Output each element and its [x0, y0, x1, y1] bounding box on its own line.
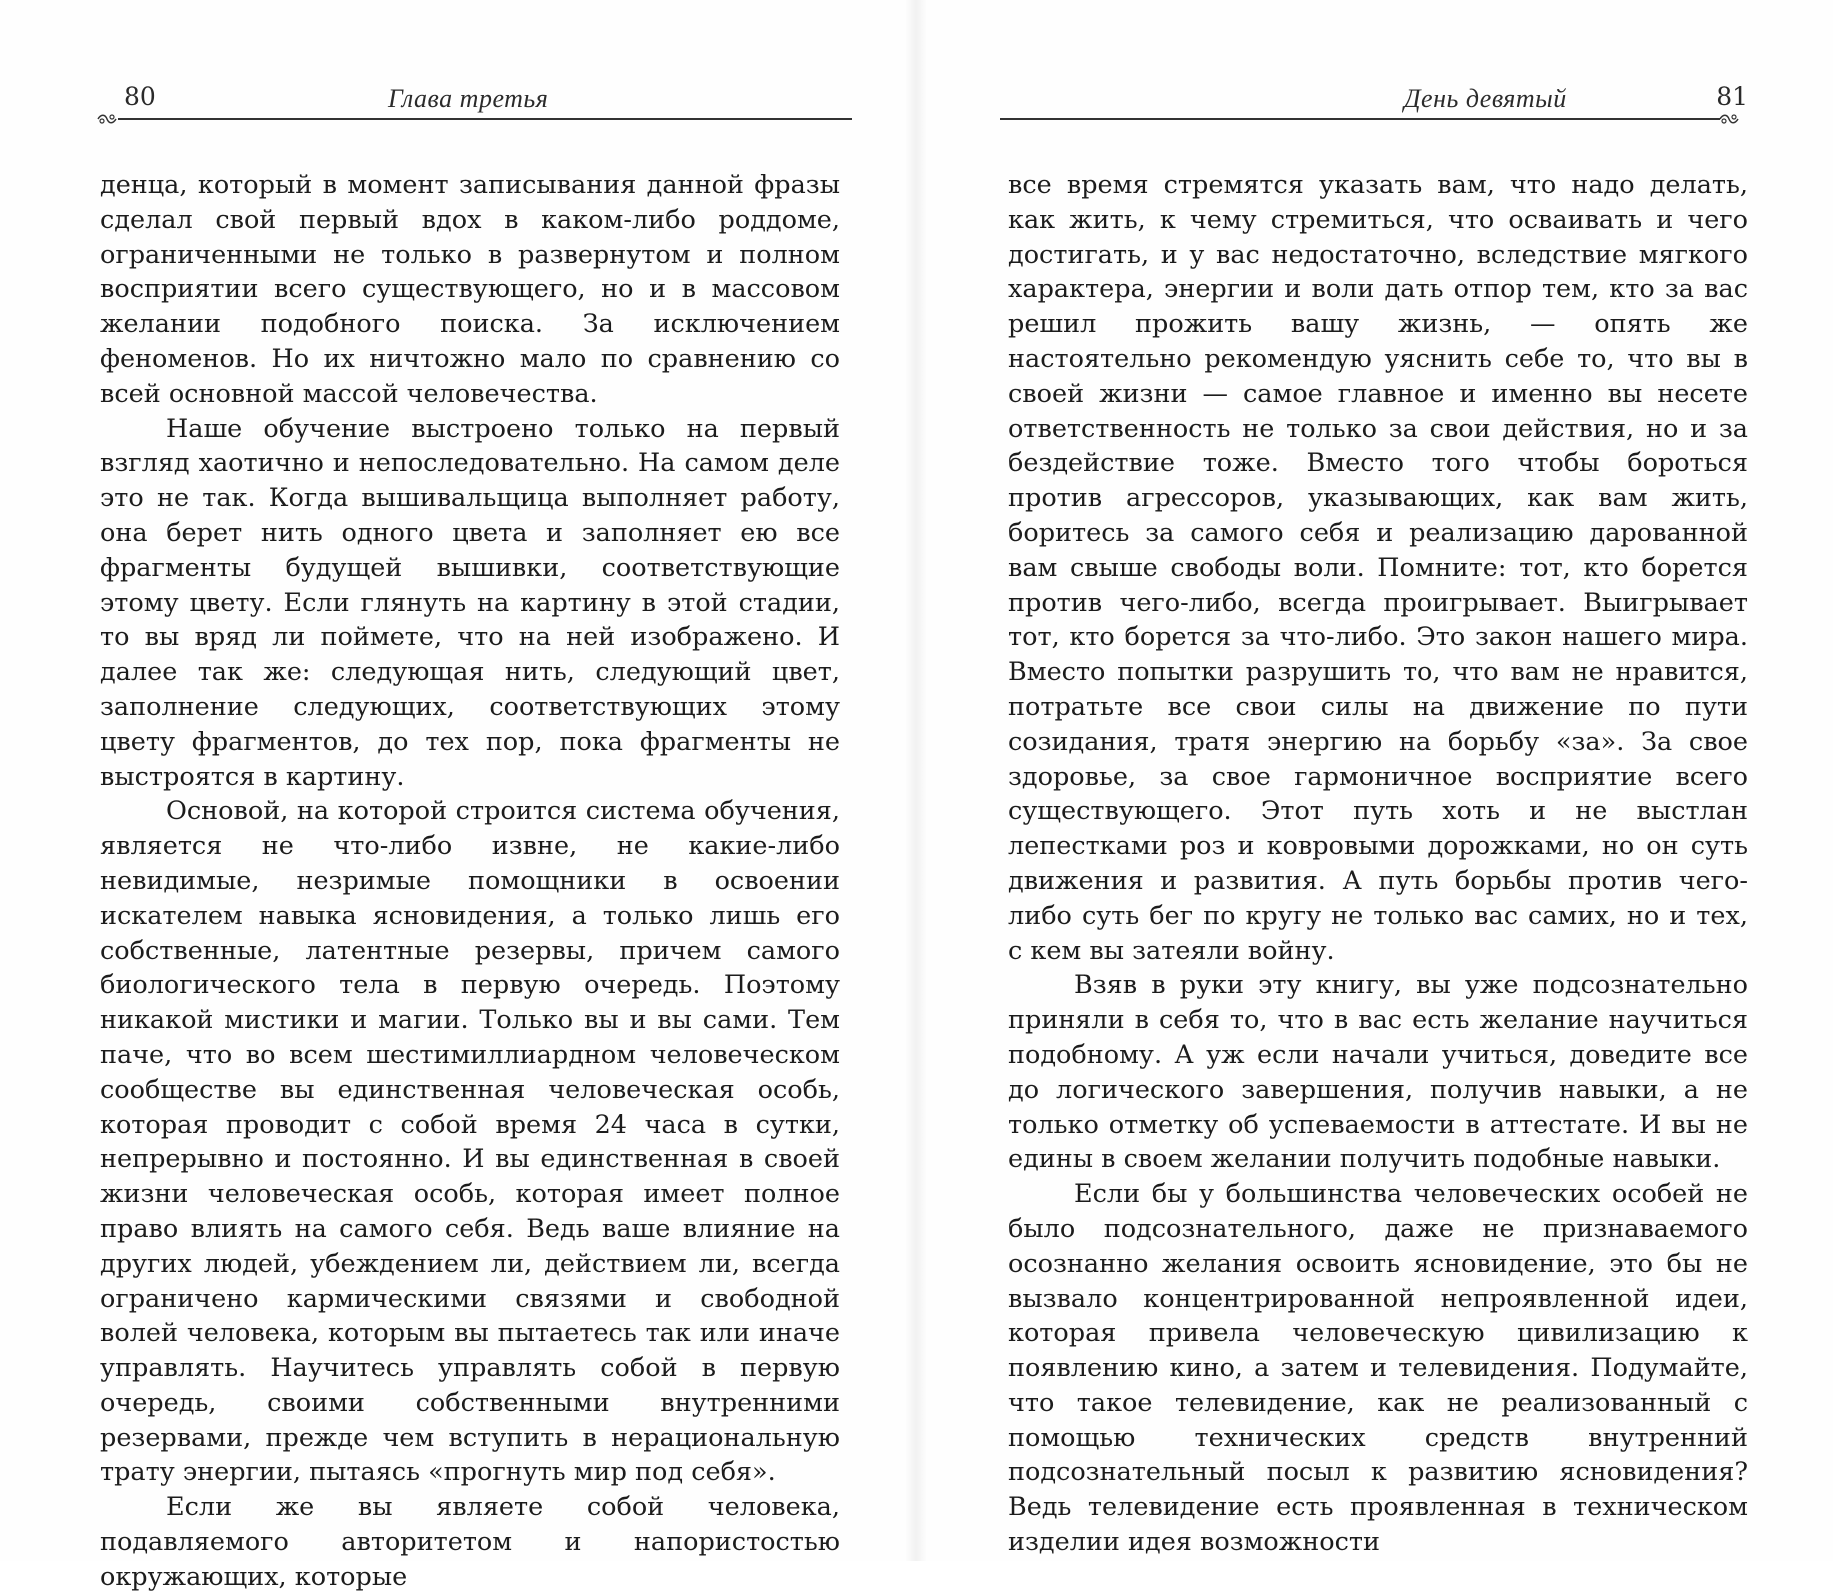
paragraph: Наше обучение выстроено только на первый взгляд хаотично и непоследовательно. На самом деле это не так. Когда вышивальщица выполняет работу, она берет нить одного цвета и заполняет ею все фрагменты будущей вышивки, соответствующие этому цвету. Если глянуть на картину в этой стадии, то вы вряд ли поймете, что на ней изображено. И далее так же: следующая нить, следующий цвет, заполнение следующих, соответствующих этому цвету фрагментов, до тех пор, пока фрагменты не выстроятся в картину. — [100, 413, 840, 792]
paragraph: Взяв в руки эту книгу, вы уже подсознательно приняли в себя то, что в вас есть желание научиться подобному. А уж если начали учиться, доведите все до логического завершения, получив навыки, а не только отметку об успеваемости в аттестате. И вы не едины в своем желании получить подобные навыки. — [1008, 970, 1748, 1175]
paragraph: Если бы у большинства человеческих особей не было подсознательного, даже не признаваемого осознанно желания освоить ясновидение, это бы не вызвало концентрированной непроявленной идеи, которая привела человеческую цивилизацию к появлению кино, а затем и телевидения. Подумайте, что такое телевидение, как не реализованный с помощью технических средств внутренний подсознательный посыл к развитию ясновидения? Ведь телевидение есть проявленная в техническом изделии идея возможности — [1008, 1179, 1748, 1558]
head-rule — [1000, 118, 1720, 120]
page-number: 81 — [1716, 82, 1748, 111]
left-page — [0, 0, 916, 1592]
running-head-title: Глава третья — [388, 84, 549, 113]
paragraph: все время стремятся указать вам, что надо делать, как жить, к чему стремиться, что осваивать и чего достигать, и у вас недостаточно, вследствие мягкого характера, энергии и воли дать отпор тем, кто за вас решил прожить вашу жизнь, — опять же настоятельно рекомендую уяснить себе то, что вы в своей жизни — самое главное и именно вы несете ответственность не только за свои действия, но и за бездействие тоже. Вместо того чтобы бороться против агрессоров, указывающих, как вам жить, боритесь за самого себя и реализацию дарованной вам свыше свободы воли. Помните: тот, кто борется против чего-либо, всегда проигрывает. Выигрывает тот, кто борется за что-либо. Это закон нашего мира. Вместо попытки разрушить то, что вам не нравится, потратьте все свои силы на движение по пути созидания, тратя энергию на борьбу «за». За свое здоровье, за свое гармоничное восприятие всего существующего. Этот путь хоть и не выстлан лепестками роз и ковровыми дорожками, но он суть движения и развития. А путь борьбы против чего-либо суть бег по кругу не только вас самих, но и тех, с кем вы затеяли войну. — [1008, 170, 1748, 966]
paragraph: денца, который в момент записывания данной фразы сделал свой первый вдох в каком-либо роддоме, ограниченными не только в развернутом и полном восприятии всего существующего, но и в массовом желании подобного поиска. За исключением феноменов. Но их ничтожно мало по сравнению со всей основной массой человечества. — [100, 170, 840, 409]
paragraph: Основой, на которой строится система обучения, является не что-либо извне, не какие-либо невидимые, незримые помощники в освоении искателем навыка ясновидения, а только лишь его собственные, латентные резервы, причем самого биологического тела в первую очередь. Поэтому никакой мистики и магии. Только вы и вы сами. Тем паче, что во всем шестимиллиардном человеческом сообществе вы единственная человеческая особь, которая проводит с собой время 24 часа в сутки, непрерывно и постоянно. И вы единственная в своей жизни человеческая особь, которая имеет полное право влиять на самого себя. Ведь ваше влияние на других людей, убеждением ли, действием ли, всегда ограничено кармическими связями и свободной волей человека, которым вы пытаетесь так или иначе управлять. Научитесь управлять собой в первую очередь, своими собственными внутренними резервами, прежде чем вступить в нерациональную трату энергии, пытаясь «прогнуть мир под себя». — [100, 796, 840, 1488]
running-head-title: День девятый — [1404, 84, 1567, 113]
page-number: 80 — [124, 82, 156, 111]
head-rule — [118, 118, 852, 120]
left-text-block — [100, 168, 840, 1595]
paragraph: Если же вы являете собой человека, подавляемого авторитетом и напористостью окружающих, которые — [100, 1492, 840, 1592]
ornament-icon — [1718, 108, 1740, 130]
right-running-head — [1000, 78, 1748, 118]
left-running-head — [96, 78, 836, 118]
right-text-block — [1008, 168, 1748, 1560]
right-page — [916, 0, 1833, 1561]
ornament-icon — [96, 108, 118, 130]
